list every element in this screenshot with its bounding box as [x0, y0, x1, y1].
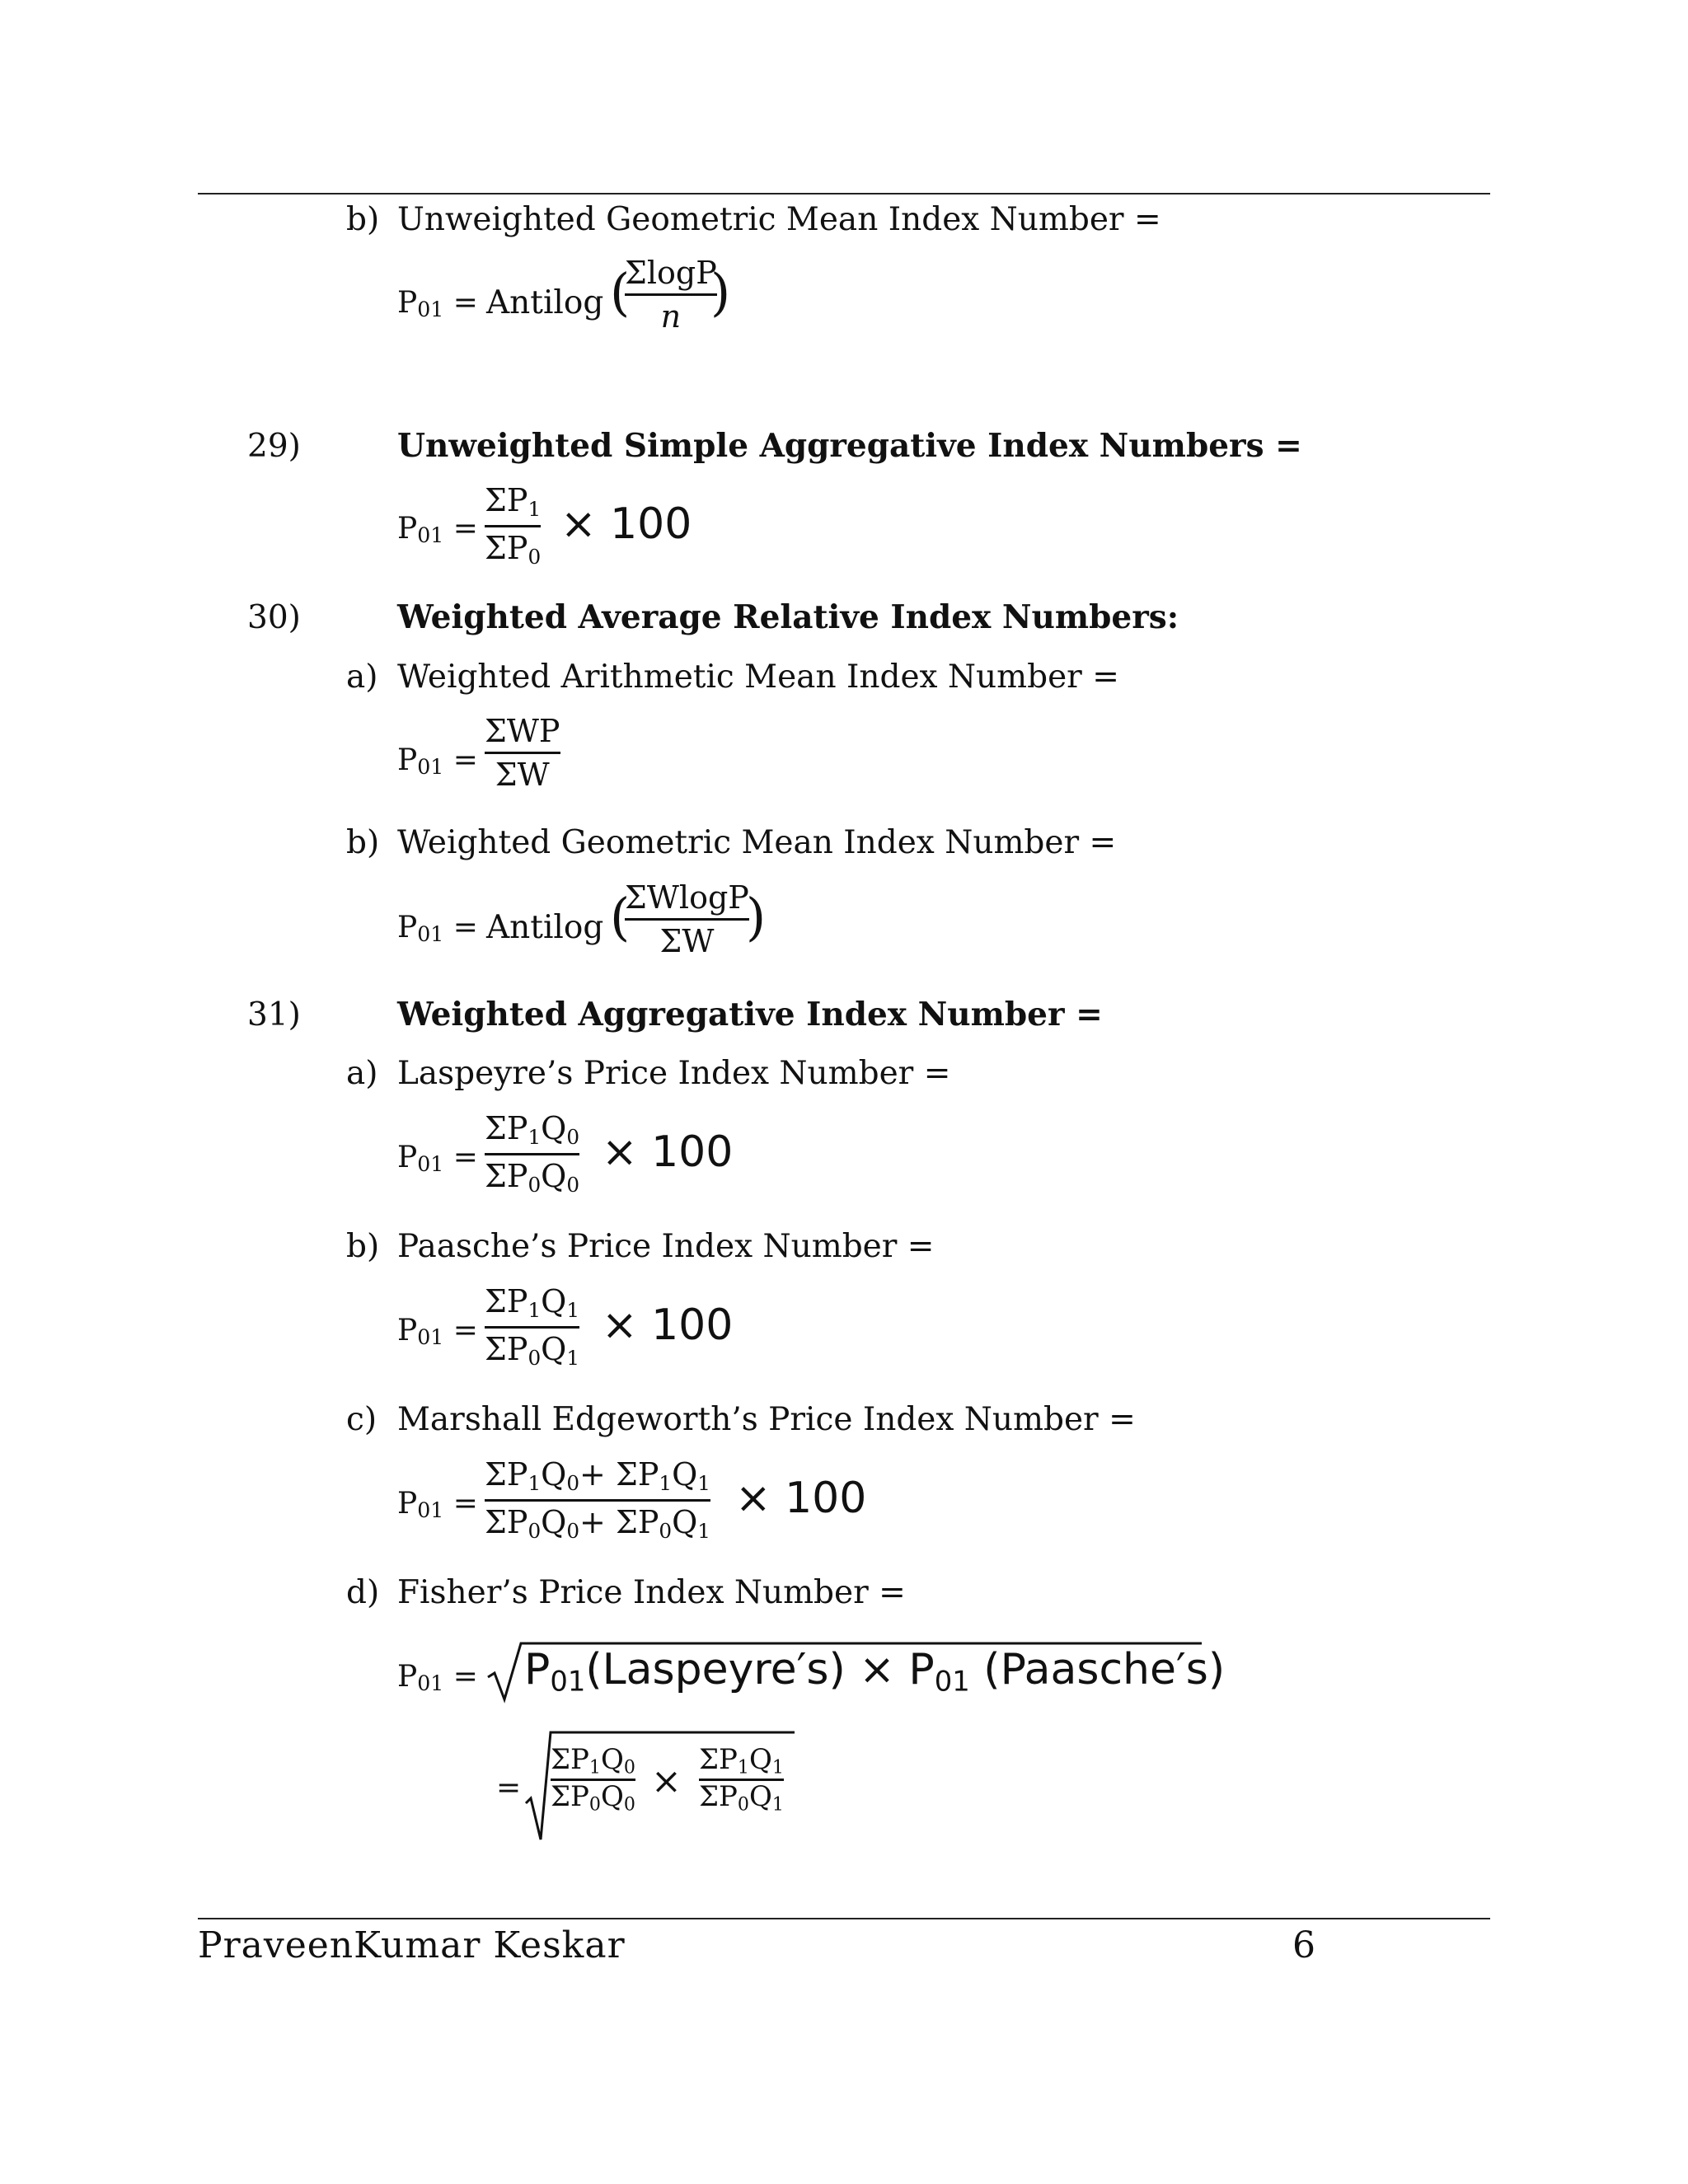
fraction [625, 879, 749, 959]
fraction [485, 1456, 710, 1544]
numerator: $\Sigma P_1Q_1$ [485, 1283, 580, 1323]
section-number: 30) [247, 599, 301, 636]
numerator: $\Sigma P_1Q_0+ \Sigma P_1Q_1$ [485, 1456, 710, 1496]
footer-author: PraveenKumar Keskar [198, 1924, 626, 1966]
formula-label: Weighted Arithmetic Mean Index Number = [397, 658, 1119, 696]
denominator: $\Sigma P_0Q_0+ \Sigma P_0Q_1$ [485, 1503, 710, 1544]
section-title: Unweighted Simple Aggregative Index Numbers = [397, 427, 1302, 465]
formula-label: Unweighted Geometric Mean Index Number = [397, 201, 1161, 238]
formula-label: Marshall Edgeworth’s Price Index Number = [397, 1401, 1136, 1438]
fraction [625, 255, 717, 335]
formula-lhs: $P_{01}$ = [397, 1660, 478, 1696]
formula-lhs: $P_{01}$ = [397, 1314, 478, 1350]
numerator: ΣWP [485, 713, 560, 749]
item-marker: b) [346, 1228, 380, 1265]
denominator: ΣW [659, 923, 715, 959]
item-marker: a) [346, 658, 378, 696]
multiplier: × 100 [602, 1127, 734, 1177]
fraction-bar [485, 1499, 710, 1502]
left-paren: ( [610, 887, 631, 947]
formula-lhs: $P_{01}$ = [397, 512, 478, 548]
fraction [485, 713, 560, 793]
denominator: $\Sigma P_0$ [485, 529, 542, 569]
header-rule [198, 193, 1490, 194]
denominator: $\Sigma P_0Q_0$ [485, 1157, 580, 1197]
formula-label: Fisher’s Price Index Number = [397, 1574, 906, 1611]
fraction [485, 1283, 580, 1371]
left-paren: ( [610, 262, 631, 322]
equals-sign: = [496, 1771, 522, 1805]
numerator: ΣWlogP [625, 879, 749, 916]
denominator: ΣW [495, 757, 550, 793]
denominator: $\Sigma P_0Q_0$ [551, 1779, 635, 1816]
formula-label: Laspeyre’s Price Index Number = [397, 1055, 951, 1092]
numerator: $\Sigma P_1$ [485, 482, 542, 522]
item-marker: b) [346, 201, 380, 238]
numerator: ΣlogP [625, 255, 717, 291]
formula-label: Weighted Geometric Mean Index Number = [397, 824, 1117, 861]
multiplier: × 100 [602, 1301, 734, 1350]
fraction-bar [485, 752, 560, 754]
fisher-root-expression: $P_{01}(Laspeyre's) \times P_{01}$ (Paasche′s) [524, 1645, 1226, 1698]
function-name: Antilog [486, 284, 604, 321]
formula-lhs: $P_{01}$ = [397, 1487, 478, 1523]
formula-label: Paasche’s Price Index Number = [397, 1228, 935, 1265]
item-marker: c) [346, 1401, 377, 1438]
fraction [551, 1743, 635, 1816]
fraction [485, 482, 542, 569]
formula-lhs: $P_{01}$ = [397, 911, 478, 947]
fraction-bar [485, 1153, 579, 1155]
times-sign: × [651, 1760, 682, 1802]
denominator: n [660, 298, 682, 335]
multiplier: × 100 [735, 1474, 867, 1523]
item-marker: b) [346, 824, 380, 861]
multiplier: × 100 [560, 499, 692, 549]
right-paren: ) [746, 887, 767, 947]
section-number: 29) [247, 428, 301, 465]
right-paren: ) [710, 262, 731, 322]
item-marker: a) [346, 1055, 378, 1092]
formula-lhs: $P_{01}$ = [397, 1141, 478, 1177]
page-number: 6 [1292, 1924, 1315, 1966]
numerator: $\Sigma P_1Q_0$ [485, 1110, 580, 1150]
fraction-bar [625, 918, 749, 921]
formula-lhs: $P_{01}$ = [397, 286, 478, 322]
fraction-bar [485, 1326, 579, 1329]
section-number: 31) [247, 996, 301, 1033]
denominator: $\Sigma P_0Q_1$ [699, 1779, 784, 1816]
section-title: Weighted Average Relative Index Numbers: [397, 598, 1179, 636]
formula-lhs: $P_{01}$ = [397, 743, 478, 780]
section-title: Weighted Aggregative Index Number = [397, 996, 1103, 1033]
fraction [485, 1110, 580, 1197]
numerator: $\Sigma P_1Q_1$ [699, 1743, 784, 1779]
function-name: Antilog [486, 909, 604, 946]
fraction-bar [625, 293, 717, 296]
fraction-bar [485, 525, 541, 527]
footer-rule [198, 1918, 1490, 1919]
numerator: $\Sigma P_1Q_0$ [551, 1743, 635, 1779]
denominator: $\Sigma P_0Q_1$ [485, 1330, 580, 1371]
item-marker: d) [346, 1574, 380, 1611]
fraction [699, 1743, 784, 1816]
